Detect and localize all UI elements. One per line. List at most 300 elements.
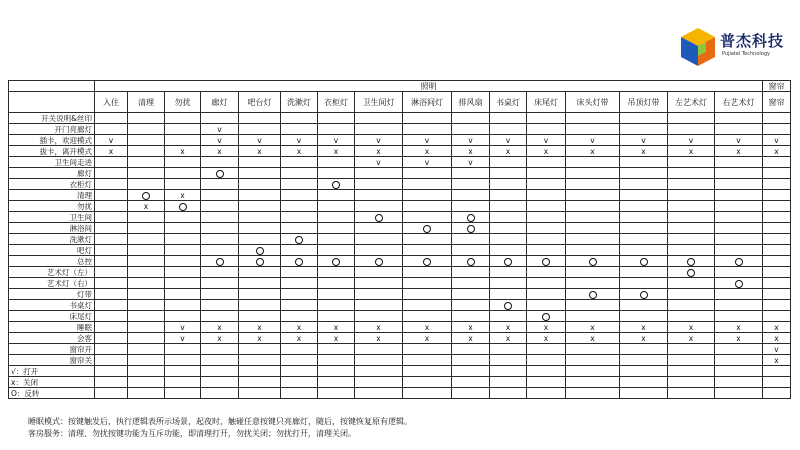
table-cell	[763, 388, 791, 399]
row-label: 会客	[9, 333, 95, 344]
table-cell	[715, 278, 763, 289]
table-cell	[165, 388, 201, 399]
table-row	[9, 267, 791, 278]
table-cell	[201, 223, 239, 234]
toggle-circle-icon	[375, 258, 383, 266]
row-label: 总控	[9, 256, 95, 267]
table-cell	[165, 377, 201, 388]
table-cell	[668, 113, 715, 124]
off-mark: x	[95, 146, 128, 157]
table-cell	[355, 344, 403, 355]
table-cell	[95, 278, 128, 289]
table-cell	[281, 168, 318, 179]
table-cell	[165, 311, 201, 322]
table-cell	[281, 344, 318, 355]
table-cell	[95, 234, 128, 245]
table-row	[9, 124, 791, 135]
table-cell	[165, 124, 201, 135]
off-mark: x	[566, 333, 620, 344]
table-cell	[620, 355, 668, 366]
table-cell	[452, 168, 490, 179]
table-cell	[763, 245, 791, 256]
table-cell	[452, 388, 490, 399]
logo-subtitle: Pujiatel Technology	[722, 51, 770, 57]
table-cell	[403, 278, 452, 289]
table-cell	[527, 124, 566, 135]
off-mark: x	[715, 322, 763, 333]
legend-row	[9, 366, 791, 377]
table-cell	[281, 113, 318, 124]
table-cell	[763, 377, 791, 388]
off-mark: x	[239, 146, 281, 157]
table-cell	[239, 300, 281, 311]
toggle-circle-icon	[467, 214, 475, 222]
table-row	[9, 311, 791, 322]
table-cell	[452, 344, 490, 355]
off-mark: x	[355, 333, 403, 344]
table-cell	[527, 311, 566, 322]
on-mark: v	[763, 344, 791, 355]
toggle-circle-icon	[332, 258, 340, 266]
toggle-circle-icon	[504, 302, 512, 310]
row-label: 灯带	[9, 289, 95, 300]
table-cell	[452, 256, 490, 267]
table-cell	[763, 256, 791, 267]
toggle-circle-icon	[687, 258, 695, 266]
table-cell	[527, 234, 566, 245]
off-mark: x	[403, 146, 452, 157]
table-cell	[403, 124, 452, 135]
table-cell	[355, 179, 403, 190]
row-label: 洗漱灯	[9, 234, 95, 245]
off-mark: x	[715, 333, 763, 344]
column-header: 吊顶灯带	[620, 92, 668, 113]
table-cell	[763, 311, 791, 322]
table-cell	[281, 201, 318, 212]
table-cell	[403, 300, 452, 311]
off-mark: x	[281, 146, 318, 157]
table-cell	[318, 212, 355, 223]
table-cell	[763, 190, 791, 201]
table-cell	[620, 300, 668, 311]
table-cell	[527, 245, 566, 256]
table-cell	[763, 223, 791, 234]
table-cell	[715, 289, 763, 300]
table-cell	[239, 366, 281, 377]
table-cell	[165, 344, 201, 355]
table-cell	[128, 124, 165, 135]
table-cell	[403, 201, 452, 212]
table-cell	[201, 289, 239, 300]
on-mark: v	[566, 135, 620, 146]
off-mark: x	[490, 146, 527, 157]
table-cell	[128, 256, 165, 267]
table-row	[9, 256, 791, 267]
table-cell	[318, 179, 355, 190]
table-cell	[128, 366, 165, 377]
table-cell	[452, 212, 490, 223]
table-cell	[128, 333, 165, 344]
cube-logo-icon	[678, 26, 718, 70]
table-row	[9, 190, 791, 201]
table-cell	[490, 355, 527, 366]
table-row	[9, 278, 791, 289]
column-header: 床头灯带	[566, 92, 620, 113]
table-cell	[566, 278, 620, 289]
table-row	[9, 135, 791, 146]
table-cell	[620, 256, 668, 267]
table-cell	[403, 234, 452, 245]
table-row	[9, 289, 791, 300]
table-cell	[668, 157, 715, 168]
column-header: 排风扇	[452, 92, 490, 113]
table-cell	[165, 179, 201, 190]
table-cell	[490, 223, 527, 234]
table-cell	[668, 223, 715, 234]
table-cell	[490, 124, 527, 135]
table-row	[9, 179, 791, 190]
table-cell	[490, 190, 527, 201]
table-cell	[620, 289, 668, 300]
table-cell	[715, 212, 763, 223]
table-cell	[239, 113, 281, 124]
table-row	[9, 300, 791, 311]
table-cell	[165, 256, 201, 267]
table-cell	[95, 190, 128, 201]
toggle-circle-icon	[589, 291, 597, 299]
table-cell	[355, 289, 403, 300]
column-header: 衣柜灯	[318, 92, 355, 113]
table-cell	[318, 223, 355, 234]
table-cell	[355, 388, 403, 399]
table-cell	[201, 212, 239, 223]
table-cell	[566, 366, 620, 377]
table-cell	[128, 267, 165, 278]
table-cell	[239, 201, 281, 212]
table-cell	[527, 256, 566, 267]
table-cell	[165, 245, 201, 256]
table-cell	[527, 377, 566, 388]
table-cell	[620, 234, 668, 245]
table-cell	[281, 256, 318, 267]
table-cell	[95, 311, 128, 322]
table-cell	[355, 300, 403, 311]
off-mark: x	[128, 201, 165, 212]
table-cell	[566, 256, 620, 267]
toggle-circle-icon	[589, 258, 597, 266]
table-cell	[95, 388, 128, 399]
table-cell	[715, 113, 763, 124]
table-cell	[490, 157, 527, 168]
table-cell	[239, 168, 281, 179]
legend-item: O：反转	[9, 388, 95, 399]
table-cell	[403, 223, 452, 234]
toggle-circle-icon	[467, 258, 475, 266]
table-cell	[403, 245, 452, 256]
off-mark: x	[452, 322, 490, 333]
toggle-circle-icon	[332, 181, 340, 189]
table-cell	[165, 300, 201, 311]
table-cell	[201, 157, 239, 168]
table-cell	[668, 267, 715, 278]
table-cell	[201, 256, 239, 267]
toggle-circle-icon	[295, 236, 303, 244]
table-cell	[668, 311, 715, 322]
header-group-curtain: 窗帘	[763, 81, 791, 92]
toggle-circle-icon	[467, 225, 475, 233]
table-cell	[763, 289, 791, 300]
company-logo	[678, 26, 788, 72]
table-cell	[620, 366, 668, 377]
off-mark: x	[318, 333, 355, 344]
table-cell	[95, 267, 128, 278]
legend-item: √：打开	[9, 366, 95, 377]
table-cell	[668, 212, 715, 223]
table-cell	[715, 311, 763, 322]
table-cell	[239, 223, 281, 234]
table-cell	[128, 300, 165, 311]
table-cell	[281, 289, 318, 300]
toggle-circle-icon	[504, 258, 512, 266]
table-cell	[128, 289, 165, 300]
table-cell	[201, 245, 239, 256]
table-cell	[281, 377, 318, 388]
table-cell	[620, 168, 668, 179]
table-cell	[201, 366, 239, 377]
on-mark: v	[715, 135, 763, 146]
table-cell	[527, 223, 566, 234]
table-cell	[165, 366, 201, 377]
table-cell	[490, 366, 527, 377]
table-cell	[490, 256, 527, 267]
toggle-circle-icon	[423, 225, 431, 233]
table-cell	[620, 245, 668, 256]
table-cell	[452, 113, 490, 124]
toggle-circle-icon	[216, 258, 224, 266]
toggle-circle-icon	[542, 258, 550, 266]
table-cell	[715, 190, 763, 201]
table-cell	[668, 190, 715, 201]
table-cell	[490, 311, 527, 322]
table-cell	[715, 245, 763, 256]
row-label: 艺术灯（左）	[9, 267, 95, 278]
table-cell	[128, 135, 165, 146]
table-cell	[566, 300, 620, 311]
table-cell	[763, 366, 791, 377]
off-mark: x	[239, 322, 281, 333]
table-cell	[452, 190, 490, 201]
table-cell	[527, 355, 566, 366]
table-cell	[668, 355, 715, 366]
table-cell	[239, 388, 281, 399]
toggle-circle-icon	[542, 313, 550, 321]
table-cell	[355, 366, 403, 377]
on-mark: v	[452, 135, 490, 146]
table-cell	[128, 311, 165, 322]
table-cell	[452, 201, 490, 212]
table-cell	[620, 377, 668, 388]
off-mark: x	[566, 322, 620, 333]
table-cell	[620, 267, 668, 278]
table-cell	[239, 179, 281, 190]
table-cell	[318, 190, 355, 201]
table-cell	[566, 344, 620, 355]
on-mark: v	[620, 135, 668, 146]
table-cell	[668, 234, 715, 245]
on-mark: v	[355, 135, 403, 146]
table-cell	[95, 289, 128, 300]
on-mark: v	[318, 135, 355, 146]
table-cell	[318, 278, 355, 289]
table-row	[9, 322, 791, 333]
table-cell	[239, 245, 281, 256]
column-header: 卫生间灯	[355, 92, 403, 113]
table-cell	[201, 344, 239, 355]
table-cell	[452, 278, 490, 289]
table-cell	[318, 300, 355, 311]
table-cell	[128, 344, 165, 355]
table-cell	[668, 377, 715, 388]
table-cell	[527, 388, 566, 399]
off-mark: x	[165, 190, 201, 201]
table-cell	[318, 201, 355, 212]
table-cell	[355, 267, 403, 278]
table-cell	[715, 168, 763, 179]
table-cell	[128, 377, 165, 388]
table-cell	[715, 355, 763, 366]
off-mark: x	[715, 146, 763, 157]
table-cell	[128, 355, 165, 366]
off-mark: x	[763, 355, 791, 366]
table-cell	[490, 179, 527, 190]
off-mark: x	[620, 333, 668, 344]
table-cell	[490, 377, 527, 388]
off-mark: x	[403, 333, 452, 344]
off-mark: x	[763, 333, 791, 344]
table-cell	[281, 355, 318, 366]
column-header: 窗帘	[763, 92, 791, 113]
on-mark: v	[668, 135, 715, 146]
table-cell	[715, 366, 763, 377]
table-cell	[527, 157, 566, 168]
off-mark: x	[668, 322, 715, 333]
toggle-circle-icon	[216, 170, 224, 178]
table-cell	[668, 278, 715, 289]
row-label: 廊灯	[9, 168, 95, 179]
table-row	[9, 223, 791, 234]
off-mark: x	[281, 333, 318, 344]
table-cell	[165, 201, 201, 212]
table-cell	[715, 300, 763, 311]
table-cell	[239, 212, 281, 223]
off-mark: x	[201, 333, 239, 344]
off-mark: x	[165, 146, 201, 157]
table-cell	[566, 113, 620, 124]
legend-row	[9, 388, 791, 399]
off-mark: x	[620, 322, 668, 333]
table-cell	[355, 377, 403, 388]
table-cell	[620, 179, 668, 190]
table-cell	[318, 377, 355, 388]
table-cell	[490, 201, 527, 212]
table-cell	[95, 355, 128, 366]
table-cell	[566, 388, 620, 399]
table-cell	[355, 355, 403, 366]
table-cell	[527, 267, 566, 278]
table-cell	[715, 388, 763, 399]
table-cell	[128, 223, 165, 234]
on-mark: v	[527, 135, 566, 146]
table-cell	[763, 267, 791, 278]
table-cell	[566, 190, 620, 201]
toggle-circle-icon	[256, 258, 264, 266]
table-cell	[566, 355, 620, 366]
table-row	[9, 168, 791, 179]
legend-row	[9, 377, 791, 388]
table-cell	[403, 212, 452, 223]
table-cell	[281, 366, 318, 377]
table-row	[9, 146, 791, 157]
table-cell	[128, 146, 165, 157]
table-cell	[403, 256, 452, 267]
table-cell	[452, 289, 490, 300]
header-group-lighting: 照明	[95, 81, 763, 92]
table-cell	[527, 190, 566, 201]
table-cell	[128, 168, 165, 179]
table-cell	[452, 223, 490, 234]
row-label: 插卡，欢迎模式	[9, 135, 95, 146]
table-cell	[318, 168, 355, 179]
table-cell	[281, 278, 318, 289]
legend-item: x：关闭	[9, 377, 95, 388]
off-mark: x	[763, 322, 791, 333]
table-cell	[620, 388, 668, 399]
table-cell	[668, 388, 715, 399]
table-cell	[165, 267, 201, 278]
table-cell	[452, 234, 490, 245]
off-mark: x	[490, 322, 527, 333]
table-cell	[355, 223, 403, 234]
table-cell	[668, 344, 715, 355]
on-mark: v	[95, 135, 128, 146]
table-cell	[95, 333, 128, 344]
table-cell	[620, 311, 668, 322]
off-mark: x	[527, 333, 566, 344]
table-cell	[239, 278, 281, 289]
table-cell	[355, 256, 403, 267]
table-cell	[490, 234, 527, 245]
table-cell	[668, 179, 715, 190]
table-cell	[318, 157, 355, 168]
table-cell	[763, 278, 791, 289]
table-cell	[620, 278, 668, 289]
table-cell	[566, 289, 620, 300]
table-cell	[403, 190, 452, 201]
table-cell	[95, 168, 128, 179]
table-cell	[715, 201, 763, 212]
table-cell	[566, 157, 620, 168]
table-row	[9, 157, 791, 168]
on-mark: v	[165, 333, 201, 344]
table-cell	[239, 256, 281, 267]
column-header: 勿扰	[165, 92, 201, 113]
table-cell	[763, 201, 791, 212]
table-cell	[201, 355, 239, 366]
on-mark: v	[201, 124, 239, 135]
corner-cell-2	[9, 92, 95, 113]
table-cell	[763, 124, 791, 135]
row-label: 衣柜灯	[9, 179, 95, 190]
